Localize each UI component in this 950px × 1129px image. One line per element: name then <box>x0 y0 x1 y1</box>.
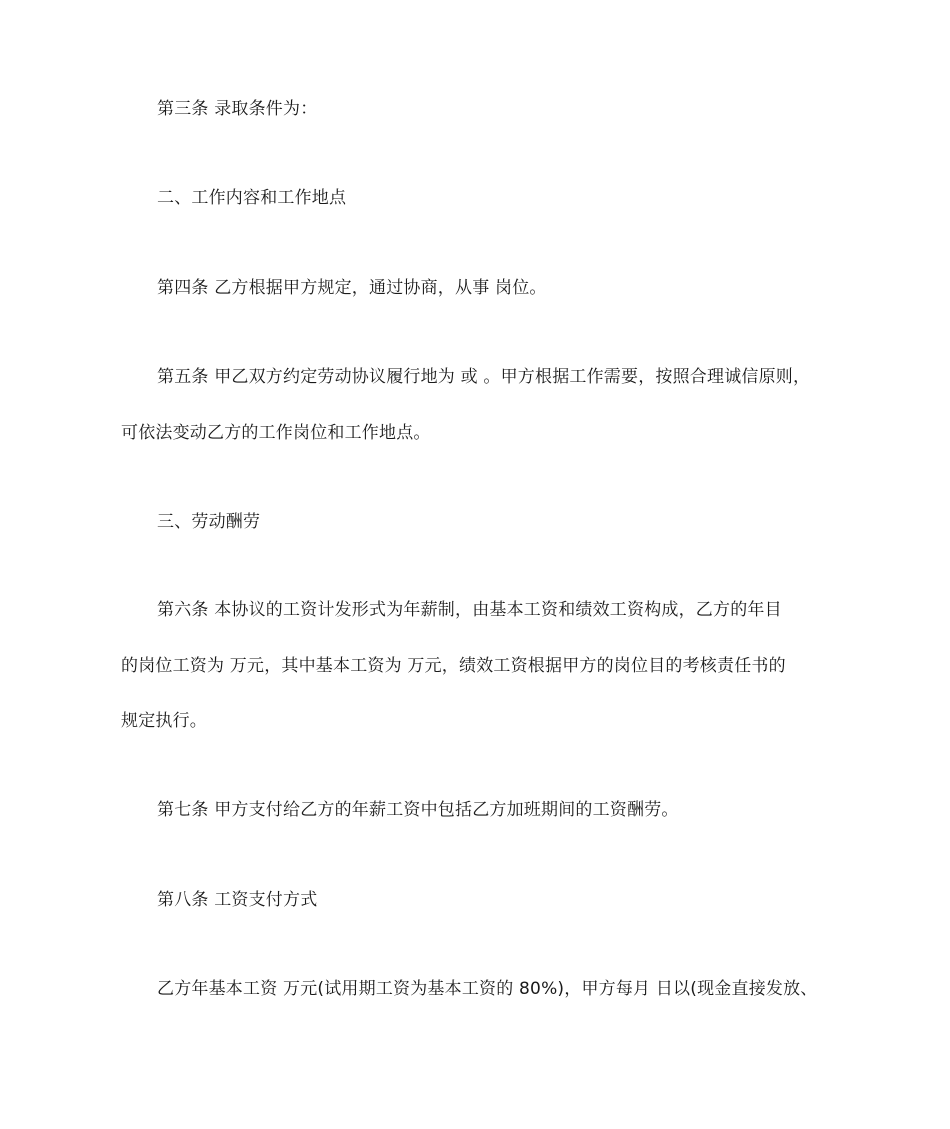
article-6-text-line-1: 第六条 本协议的工资计发形式为年薪制，由基本工资和绩效工资构成，乙方的年目 <box>157 600 782 620</box>
article-3-text: 第三条 录取条件为： <box>157 99 318 119</box>
section-3-heading: 三、劳动酬劳 <box>157 512 261 532</box>
article-5-text-line-1: 第五条 甲乙双方约定劳动协议履行地为 或 。甲方根据工作需要，按照合理诚信原则， <box>157 367 811 387</box>
article-7-text: 第七条 甲方支付给乙方的年薪工资中包括乙方加班期间的工资酬劳。 <box>157 800 679 820</box>
article-4-text: 第四条 乙方根据甲方规定，通过协商，从事 岗位。 <box>157 278 547 298</box>
article-6-text-line-3: 规定执行。 <box>121 711 207 731</box>
article-5-text-line-2: 可依法变动乙方的工作岗位和工作地点。 <box>121 423 431 443</box>
section-2-heading: 二、工作内容和工作地点 <box>157 188 347 208</box>
article-8-text-line-1: 乙方年基本工资 万元(试用期工资为基本工资的 80%)，甲方每月 日以(现金直接发放、 <box>157 979 818 999</box>
article-8-heading: 第八条 工资支付方式 <box>157 890 318 910</box>
article-6-text-line-2: 的岗位工资为 万元，其中基本工资为 万元，绩效工资根据甲方的岗位目的考核责任书的 <box>121 656 786 676</box>
